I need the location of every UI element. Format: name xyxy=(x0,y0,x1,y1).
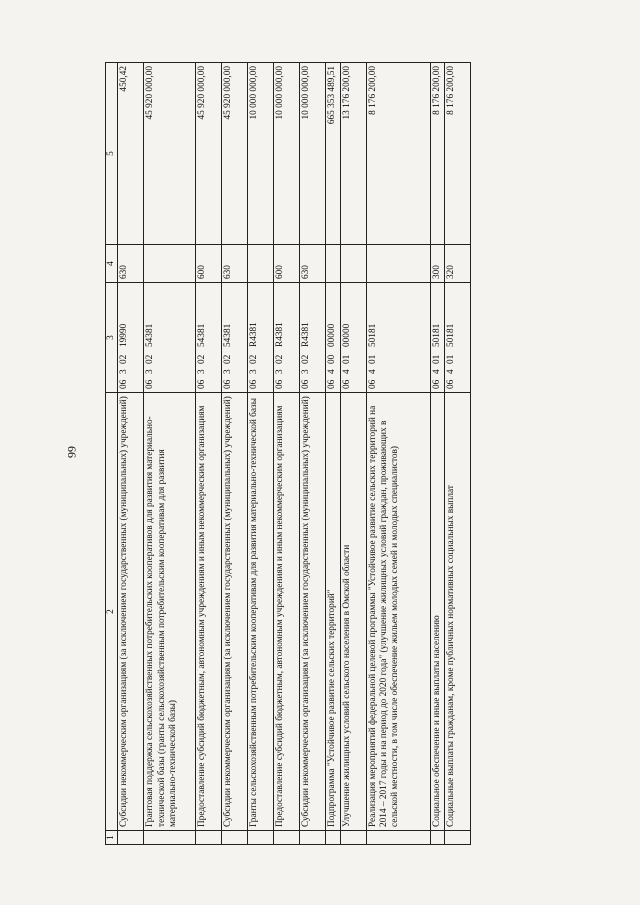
table-row xyxy=(118,63,144,845)
row-empty-cell xyxy=(366,831,430,845)
row-code xyxy=(144,283,196,393)
code-part-1: 06 xyxy=(341,379,352,389)
budget-table-sheet xyxy=(105,63,530,845)
code-part-3: 02 xyxy=(223,354,234,364)
row-empty-cell xyxy=(300,831,326,845)
code-part-3: 01 xyxy=(341,354,352,364)
row-name: Социальные выплаты гражданам, кроме публичных нормативных социальных выплат xyxy=(444,393,470,831)
code-part-2: 3 xyxy=(197,369,208,374)
code-part-2: 4 xyxy=(367,369,378,374)
row-amount: 8 176 200,00 xyxy=(430,63,444,245)
code-part-2: 3 xyxy=(119,369,130,374)
code-part-1: 06 xyxy=(301,379,312,389)
row-name: Грантовая поддержка сельскохозяйственных потребительских кооперативов для развития материально-технической базы (гранты сельскохозяйственным потребительским кооперативам для развития материально-технической базы) xyxy=(144,393,196,831)
header-col-4: 4 xyxy=(106,245,118,283)
row-name: Социальное обеспечение и иные выплаты населению xyxy=(430,393,444,831)
row-amount: 450,42 xyxy=(118,63,144,245)
row-empty-cell xyxy=(196,831,222,845)
row-code xyxy=(196,283,222,393)
row-expense-type: 630 xyxy=(222,245,248,283)
row-name: Субсидии некоммерческим организациям (за исключением государственных (муниципальных) учреждений) xyxy=(222,393,248,831)
code-part-2: 4 xyxy=(327,369,338,374)
row-expense-type: 600 xyxy=(274,245,300,283)
code-part-1: 06 xyxy=(327,379,338,389)
code-part-3: 02 xyxy=(145,354,156,364)
code-part-2: 3 xyxy=(301,369,312,374)
table-row xyxy=(196,63,222,845)
table-row xyxy=(144,63,196,845)
code-part-1: 06 xyxy=(145,379,156,389)
code-part-4: 00000 xyxy=(341,323,352,347)
row-code xyxy=(222,283,248,393)
code-part-2: 4 xyxy=(431,369,442,374)
row-expense-type: 630 xyxy=(300,245,326,283)
code-part-4: 50181 xyxy=(367,323,378,347)
row-amount: 8 176 200,00 xyxy=(366,63,430,245)
row-empty-cell xyxy=(248,831,274,845)
header-col-5: 5 xyxy=(106,63,118,245)
table-row xyxy=(430,63,444,845)
code-part-3: 01 xyxy=(431,354,442,364)
table-row xyxy=(340,63,366,845)
row-name: Субсидии некоммерческим организациям (за исключением государственных (муниципальных) учреждений) xyxy=(118,393,144,831)
code-part-3: 02 xyxy=(301,354,312,364)
row-name: Реализация мероприятий федеральной целевой программы "Устойчивое развитие сельских территорий на 2014 – 2017 годы и на период до 2020 года" (улучшение жилищных условий граждан, проживающих в сельской местности, в том числе обеспечение жильем молодых семей и молодых специалистов) xyxy=(366,393,430,831)
code-part-2: 3 xyxy=(145,369,156,374)
code-part-3: 02 xyxy=(197,354,208,364)
code-part-4: 54381 xyxy=(197,323,208,347)
code-part-4: 50181 xyxy=(445,323,456,347)
row-expense-type xyxy=(144,245,196,283)
table-row xyxy=(366,63,430,845)
code-part-1: 06 xyxy=(275,379,286,389)
code-part-4: 19990 xyxy=(119,323,130,347)
row-amount: 10 000 000,00 xyxy=(300,63,326,245)
table-row xyxy=(248,63,274,845)
code-part-4: R4381 xyxy=(275,322,286,347)
code-part-2: 3 xyxy=(223,369,234,374)
row-expense-type: 630 xyxy=(118,245,144,283)
row-amount: 45 920 000,00 xyxy=(196,63,222,245)
row-name: Предоставление субсидий бюджетным, автономным учреждениям и иным некоммерческим организациям xyxy=(196,393,222,831)
budget-table xyxy=(105,62,471,845)
row-amount: 13 176 200,00 xyxy=(340,63,366,245)
code-part-3: 01 xyxy=(367,354,378,364)
code-part-3: 02 xyxy=(249,354,260,364)
code-part-1: 06 xyxy=(367,379,378,389)
row-empty-cell xyxy=(222,831,248,845)
code-part-4: R4381 xyxy=(249,322,260,347)
row-code xyxy=(326,283,340,393)
row-code xyxy=(430,283,444,393)
row-code xyxy=(300,283,326,393)
row-empty-cell xyxy=(274,831,300,845)
table-row xyxy=(444,63,470,845)
row-amount: 8 176 200,00 xyxy=(444,63,470,245)
row-code xyxy=(248,283,274,393)
rotated-table-area xyxy=(105,63,530,845)
code-part-3: 01 xyxy=(445,354,456,364)
code-part-4: 50181 xyxy=(431,323,442,347)
code-part-1: 06 xyxy=(249,379,260,389)
row-empty-cell xyxy=(326,831,340,845)
row-name: Субсидии некоммерческим организациям (за исключением государственных (муниципальных) учреждений) xyxy=(300,393,326,831)
code-part-3: 02 xyxy=(275,354,286,364)
header-col-2: 2 xyxy=(106,393,118,831)
row-amount: 665 353 489,51 xyxy=(326,63,340,245)
code-part-1: 06 xyxy=(119,379,130,389)
code-part-4: R4381 xyxy=(301,322,312,347)
row-name: Подпрограмма "Устойчивое развитие сельских территорий" xyxy=(326,393,340,831)
table-row xyxy=(300,63,326,845)
row-amount: 45 920 000,00 xyxy=(144,63,196,245)
row-empty-cell xyxy=(340,831,366,845)
row-amount: 45 920 000,00 xyxy=(222,63,248,245)
code-part-2: 3 xyxy=(275,369,286,374)
code-part-3: 00 xyxy=(327,354,338,364)
row-expense-type: 600 xyxy=(196,245,222,283)
table-row xyxy=(222,63,248,845)
row-code xyxy=(444,283,470,393)
code-part-4: 54381 xyxy=(223,323,234,347)
row-amount: 10 000 000,00 xyxy=(248,63,274,245)
row-code xyxy=(366,283,430,393)
header-row xyxy=(106,63,118,845)
row-code xyxy=(274,283,300,393)
code-part-1: 06 xyxy=(223,379,234,389)
code-part-3: 02 xyxy=(119,354,130,364)
row-amount: 10 000 000,00 xyxy=(274,63,300,245)
row-empty-cell xyxy=(144,831,196,845)
table-row xyxy=(274,63,300,845)
table-row xyxy=(326,63,340,845)
page-number: 99 xyxy=(64,446,79,458)
code-part-1: 06 xyxy=(197,379,208,389)
code-part-1: 06 xyxy=(445,379,456,389)
row-empty-cell xyxy=(444,831,470,845)
row-code xyxy=(118,283,144,393)
table-body xyxy=(118,63,471,845)
row-name: Предоставление субсидий бюджетным, автономным учреждениям и иным некоммерческим организациям xyxy=(274,393,300,831)
code-part-4: 00000 xyxy=(327,323,338,347)
code-part-2: 4 xyxy=(445,369,456,374)
row-expense-type xyxy=(340,245,366,283)
row-expense-type xyxy=(326,245,340,283)
row-expense-type: 320 xyxy=(444,245,470,283)
row-empty-cell xyxy=(430,831,444,845)
header-col-3: 3 xyxy=(106,283,118,393)
row-code xyxy=(340,283,366,393)
code-part-4: 54381 xyxy=(145,323,156,347)
code-part-2: 4 xyxy=(341,369,352,374)
row-expense-type xyxy=(248,245,274,283)
row-expense-type xyxy=(366,245,430,283)
header-col-1: 1 xyxy=(106,831,118,845)
code-part-1: 06 xyxy=(431,379,442,389)
row-empty-cell xyxy=(118,831,144,845)
row-name: Улучшение жилищных условий сельского населения в Омской области xyxy=(340,393,366,831)
row-expense-type: 300 xyxy=(430,245,444,283)
code-part-2: 3 xyxy=(249,369,260,374)
row-name: Гранты сельскохозяйственным потребительским кооперативам для развития материально-технической базы xyxy=(248,393,274,831)
